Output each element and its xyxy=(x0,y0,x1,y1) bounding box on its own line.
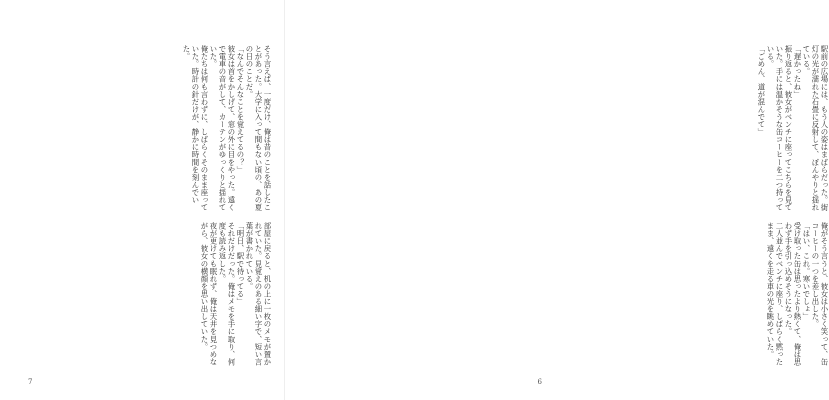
paragraph: 部屋に戻ると、机の上に一枚のメモが置かれていた。見覚えのある細い字で、短い言葉が書かれている。 xyxy=(245,222,272,366)
paragraph: 「遅かったね」 xyxy=(793,45,802,98)
paragraph: 夜が更けても眠れず、俺は天井を見つめながら、彼女の横顔を思い出していた。 xyxy=(200,222,218,366)
paragraph: 「明日、駅で待ってる」 xyxy=(236,222,245,306)
paragraph: 俺たちは何も言わずに、しばらくそのまま座っていた。時計の針だけが、静かに時間を刻んでいた。 xyxy=(182,45,209,212)
right-page xyxy=(285,0,829,400)
paragraph: 俺がそう言うと、彼女は小さく笑って、缶コーヒーの一つを差し出した。 xyxy=(811,222,829,366)
left-page xyxy=(0,0,285,400)
paragraph: それだけだった。俺はメモを手に取り、何度も読み返した。 xyxy=(218,222,236,366)
page-number: 6 xyxy=(537,378,542,386)
paragraph: 二人並んでベンチに座り、しばらく黙ったまま、遠くを走る車の光を眺めていた。 xyxy=(766,222,784,366)
paragraph: 「はい、これ。寒いでしょ」 xyxy=(802,222,811,321)
left-page-upper-text xyxy=(28,45,272,217)
right-page-lower-text xyxy=(585,222,829,372)
paragraph: 「なんでそんなことを覚えてるの？」 xyxy=(236,45,245,174)
paragraph: 駅前の広場には、もう人の姿はまばらだった。街灯の光が濡れた石畳に反射して、ぼんやりと揺れている。 xyxy=(802,45,829,212)
left-page-lower-text xyxy=(28,222,272,372)
right-page-upper-text xyxy=(585,45,829,217)
paragraph: 振り返ると、彼女がベンチに座ってこちらを見ていた。手には温かそうな缶コーヒーを二つ持っている。 xyxy=(766,45,793,212)
paragraph: 受け取った缶は思ったより熱くて、俺は思わず手を引っ込めそうになった。 xyxy=(784,222,802,366)
page-number: 7 xyxy=(28,378,33,386)
paragraph: そう言えば、一度だけ、俺は昔のことを話したことがあった。大学に入って間もない頃の、あの夏の日のことだ。 xyxy=(245,45,272,212)
paragraph: 「ごめん、道が混んでて」 xyxy=(757,45,766,136)
paragraph: 彼女は首をかしげて、窓の外に目をやった。遠くで電車の音がして、カーテンがゆっくりと揺れていた。 xyxy=(209,45,236,212)
